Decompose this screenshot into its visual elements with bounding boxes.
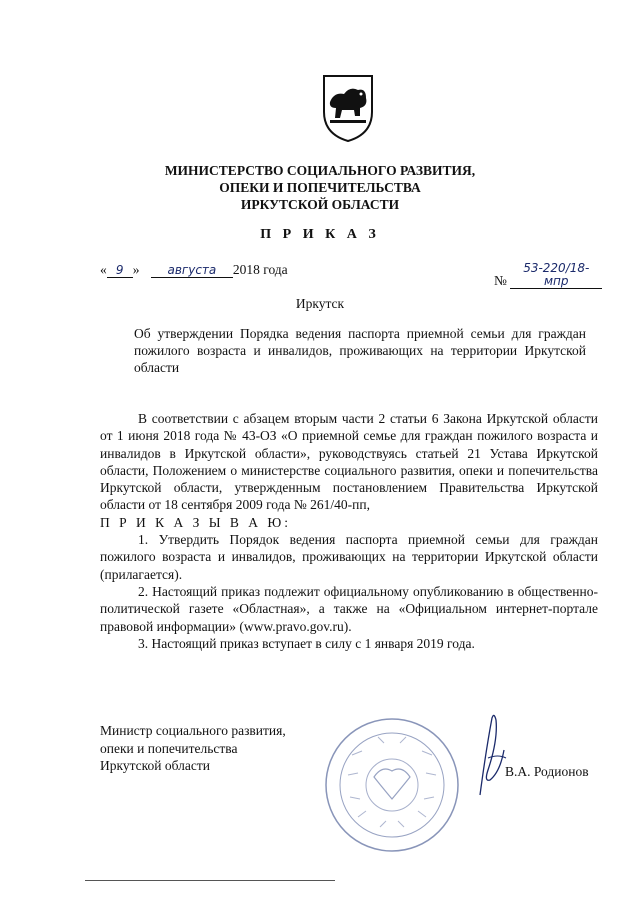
date-open-quote: « xyxy=(100,262,107,277)
coat-of-arms-emblem xyxy=(320,72,376,144)
order-subject: Об утверждении Порядка ведения паспорта приемной семьи для граждан пожилого возраста и инвалидов, проживающих на территории Иркутской области xyxy=(134,326,586,375)
order-item-3: 3. Настоящий приказ вступает в силу с 1 января 2019 года. xyxy=(138,635,475,651)
position-line2: опеки и попечительства xyxy=(100,740,238,756)
ministry-name-line3: ИРКУТСКОЙ ОБЛАСТИ xyxy=(240,197,400,212)
signatory-position xyxy=(100,722,286,775)
order-number xyxy=(494,262,602,289)
date-month-handwritten: августа xyxy=(151,264,233,278)
order-number-handwritten: 53-220/18-мпр xyxy=(510,262,602,289)
official-stamp xyxy=(322,715,462,855)
position-line3: Иркутской области xyxy=(100,758,211,773)
footer-divider xyxy=(85,880,335,881)
date-year: 2018 года xyxy=(232,262,288,277)
order-item-1: 1. Утвердить Порядок ведения паспорта приемной семьи для граждан пожилого возраста и инвалидов, проживающих на территории Иркутской области (прилагается). xyxy=(100,532,598,582)
order-item-2: 2. Настоящий приказ подлежит официальному опубликованию в общественно-политической газете «Областная», а также на «Официальном интернет-портале правовой информации» (www.pravo.gov.ru). xyxy=(100,583,598,634)
order-date xyxy=(100,262,288,278)
number-sign: № xyxy=(494,273,507,288)
date-close-quote: » xyxy=(132,262,140,277)
handwritten-signature xyxy=(460,710,520,800)
ministry-name-line1: МИНИСТЕРСТВО СОЦИАЛЬНОГО РАЗВИТИЯ, xyxy=(164,163,476,178)
preamble-paragraph: В соответствии с абзацем вторым части 2 статьи 6 Закона Иркутской области от 1 июня 2018 года № 43-ОЗ «О приемной семье для граждан пожилого возраста и инвалидов в Иркутской области», руководствуясь статьей 21 Устава Иркутской области, Положением о министерстве социального развития, опеки и попечительства Иркутской области, утвержденным постановлением Правительства Иркутской области от 18 сентября 2009 года № 261/40-пп, xyxy=(100,411,598,513)
order-word: П Р И К А З Ы В А Ю: xyxy=(100,514,292,530)
order-body xyxy=(100,410,598,652)
document-type-title: П Р И К А З xyxy=(260,227,380,242)
position-line1: Министр социального развития, xyxy=(100,723,286,738)
date-day-handwritten: 9 xyxy=(107,264,133,278)
city-name: Иркутск xyxy=(295,296,345,311)
signatory-name: В.А. Родионов xyxy=(505,764,589,779)
ministry-name-line2: ОПЕКИ И ПОПЕЧИТЕЛЬСТВА xyxy=(219,180,421,195)
